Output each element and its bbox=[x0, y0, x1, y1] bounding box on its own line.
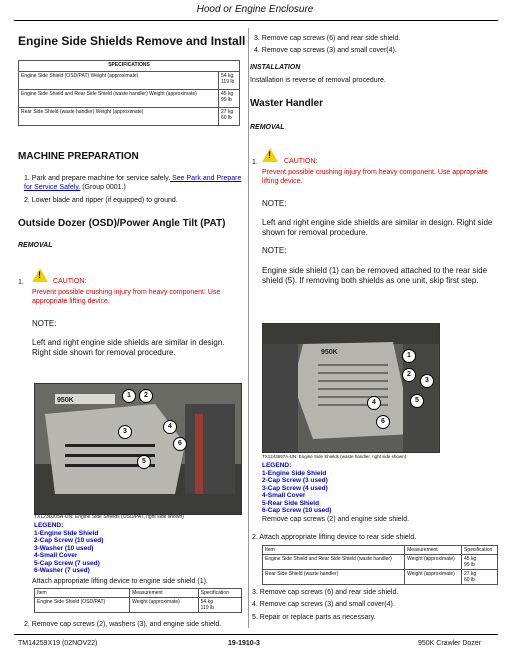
callout-3: 3 bbox=[118, 425, 132, 439]
col-measurement: Measurement bbox=[405, 546, 462, 555]
spec-item: Rear Side Shield (waste handler) Weight (approximate) bbox=[19, 108, 219, 126]
note-label: NOTE: bbox=[262, 246, 287, 255]
spec-value: 54 kg 119 lb bbox=[219, 72, 240, 90]
callout-5: 5 bbox=[137, 455, 151, 469]
wh-step-5: 5. Repair or replace parts as necessary. bbox=[252, 614, 376, 621]
footer-doc-id: TM14259X19 (02NOV22) bbox=[18, 640, 98, 647]
machine-prep-heading: MACHINE PREPARATION bbox=[18, 151, 139, 162]
prep-step-1: 1. Park and prepare machine for service safely. See Park and Prepare for Service Safely. (Group 0001.) bbox=[24, 175, 242, 191]
caution-text: Prevent possible crushing injury from heavy component. Use appropriate lifting device. bbox=[262, 169, 488, 185]
osd-step-4: 4. Remove cap screws (3) and small cover(4). bbox=[254, 47, 397, 54]
osd-removal-label: REMOVAL bbox=[18, 242, 53, 249]
callout-2: 2 bbox=[139, 389, 153, 403]
wh-step-3: 3. Remove cap screws (6) and rear side shield. bbox=[252, 589, 399, 596]
cell: Weight (approximate) bbox=[405, 555, 462, 570]
cell: 45 kg 99 lb bbox=[461, 555, 497, 570]
figure-caption: TX1236005A-UN: Engine Side Shields (OSD/PAT, right side shown) bbox=[34, 514, 184, 520]
footer-page-number: 19-1910-3 bbox=[228, 640, 260, 647]
callout-4: 4 bbox=[163, 420, 177, 434]
specifications-table bbox=[18, 60, 240, 126]
legend bbox=[34, 522, 103, 575]
wh-step-4: 4. Remove cap screws (3) and small cover(4). bbox=[252, 601, 395, 608]
legend-item: 3-Cap Screw (4 used) bbox=[262, 484, 328, 492]
wh-removal-label: REMOVAL bbox=[250, 124, 285, 131]
col-spec: Specification bbox=[461, 546, 497, 555]
callout-5: 5 bbox=[410, 394, 424, 408]
legend-item: 1-Engine Side Shield bbox=[262, 469, 327, 477]
footer-model: 950K Crawler Dozer bbox=[418, 640, 482, 647]
caution-label: CAUTION: bbox=[53, 278, 87, 285]
legend-item: 2-Cap Screw (3 used) bbox=[262, 477, 328, 484]
osd-step-3: 3. Remove cap screws (6) and rear side shield. bbox=[254, 35, 401, 42]
callout-2: 2 bbox=[402, 368, 416, 382]
legend-item: 2-Cap Screw (10 used) bbox=[34, 537, 104, 544]
col-item: Item bbox=[263, 546, 405, 555]
spec-heading: SPECIFICATIONS bbox=[19, 61, 240, 72]
col-spec: Specification bbox=[198, 589, 241, 598]
callout-1: 1 bbox=[402, 349, 416, 363]
warning-icon: ! bbox=[32, 266, 48, 284]
machine-illustration bbox=[263, 324, 439, 452]
legend-item: 6-Washer (7 used) bbox=[34, 567, 90, 574]
wh-step-1-num: 1. bbox=[252, 159, 258, 166]
col-item: Item bbox=[35, 589, 130, 598]
legend-item: 4-Small Cover bbox=[34, 552, 78, 559]
footer-rule bbox=[14, 634, 498, 635]
waster-handler-heading: Waster Handler bbox=[250, 98, 323, 109]
warning-icon: ! bbox=[262, 146, 278, 164]
note-text: Left and right engine side shields are similar in design. Right side shown for removal procedure. bbox=[262, 218, 493, 237]
cell: 27 kg 60 lb bbox=[461, 570, 497, 585]
cell: Weight (approximate) bbox=[405, 570, 462, 585]
remove-text: Remove cap screws (2) and engine side shield. bbox=[262, 516, 410, 523]
machine-label: 950K bbox=[321, 349, 338, 356]
caution-text: Prevent possible crushing injury from heavy component. Use appropriate lifting device. bbox=[32, 289, 221, 305]
item-table bbox=[34, 588, 242, 613]
spec-item: Engine Side Shield and Rear Side Shield (waste handler) Weight (approximate) bbox=[19, 90, 219, 108]
figure-caption: TX1243697A-UN: Engine Side Shields (waste handler, right side shown) bbox=[262, 454, 407, 459]
spec-value: 45 kg 99 lb bbox=[219, 90, 240, 108]
page-header: Hood or Engine Enclosure bbox=[196, 4, 314, 15]
legend-item: 1-Engine Side Shield bbox=[34, 529, 99, 537]
caution-label: CAUTION: bbox=[284, 158, 318, 165]
cell: 54 kg 119 lb bbox=[198, 598, 241, 613]
legend-title: LEGEND: bbox=[34, 522, 64, 529]
osd-heading: Outside Dozer (OSD)/Power Angle Tilt (PAT) bbox=[18, 218, 226, 229]
legend-title: LEGEND: bbox=[262, 462, 292, 469]
item-table bbox=[262, 545, 498, 585]
spec-value: 27 kg 60 lb bbox=[219, 108, 240, 126]
machine-illustration bbox=[35, 384, 241, 514]
callout-3: 3 bbox=[420, 374, 434, 388]
callout-6: 6 bbox=[173, 437, 187, 451]
column-divider bbox=[248, 28, 249, 628]
note-label: NOTE: bbox=[262, 199, 287, 208]
engine-side-shield-photo-wh bbox=[262, 323, 440, 453]
legend-item: 4-Small Cover bbox=[262, 492, 306, 499]
cell: Engine Side Shield (OSD/PAT) bbox=[35, 598, 130, 613]
cell: Weight (approximate) bbox=[130, 598, 199, 613]
note-label: NOTE: bbox=[32, 319, 57, 328]
cell: Rear Side Shield (waste handler) bbox=[263, 570, 405, 585]
spec-item: Engine Side Shield (OSD/PAT) Weight (approximate) bbox=[19, 72, 219, 90]
installation-label: INSTALLATION bbox=[250, 64, 301, 71]
legend-item: 5-Cap Screw (7 used) bbox=[34, 559, 100, 567]
legend-item: 3-Washer (10 used) bbox=[34, 544, 94, 552]
legend-item: 6-Cap Screw (10 used) bbox=[262, 507, 332, 514]
legend bbox=[262, 462, 331, 515]
park-prepare-link[interactable]: See Park and Prepare for Service Safely. bbox=[24, 175, 242, 191]
section-title: Engine Side Shields Remove and Install bbox=[18, 34, 246, 48]
callout-6: 6 bbox=[376, 415, 390, 429]
callout-1: 1 bbox=[122, 389, 136, 403]
machine-label: 950K bbox=[57, 397, 74, 404]
callout-4: 4 bbox=[367, 396, 381, 410]
legend-item: 5-Rear Side Shield bbox=[262, 499, 320, 507]
note-text: Engine side shield (1) can be removed attached to the rear side shield (5). If removing both shields as one unit, skip first step. bbox=[262, 266, 488, 285]
prep-step-2: 2. Lower blade and ripper (if equipped) to ground. bbox=[24, 197, 178, 204]
col-measurement: Measurement bbox=[130, 589, 199, 598]
osd-step-1-num: 1. bbox=[18, 279, 24, 286]
header-rule bbox=[14, 20, 498, 21]
cell: Engine Side Shield and Rear Side Shield (waste handler) bbox=[263, 555, 405, 570]
note-text: Left and right engine side shields are similar in design. Right side shown for removal procedure. bbox=[32, 338, 225, 357]
osd-step-2: 2. Remove cap screws (2), washers (3), and engine side shield. bbox=[24, 621, 222, 628]
lifting-text: Attach appropriate lifting device to engine side shield (1). bbox=[32, 578, 208, 585]
installation-text: Installation is reverse of removal procedure. bbox=[250, 77, 386, 84]
wh-step-2: 2. Attach appropriate lifting device to rear side shield. bbox=[252, 534, 417, 541]
engine-side-shield-photo-osd bbox=[34, 383, 242, 515]
